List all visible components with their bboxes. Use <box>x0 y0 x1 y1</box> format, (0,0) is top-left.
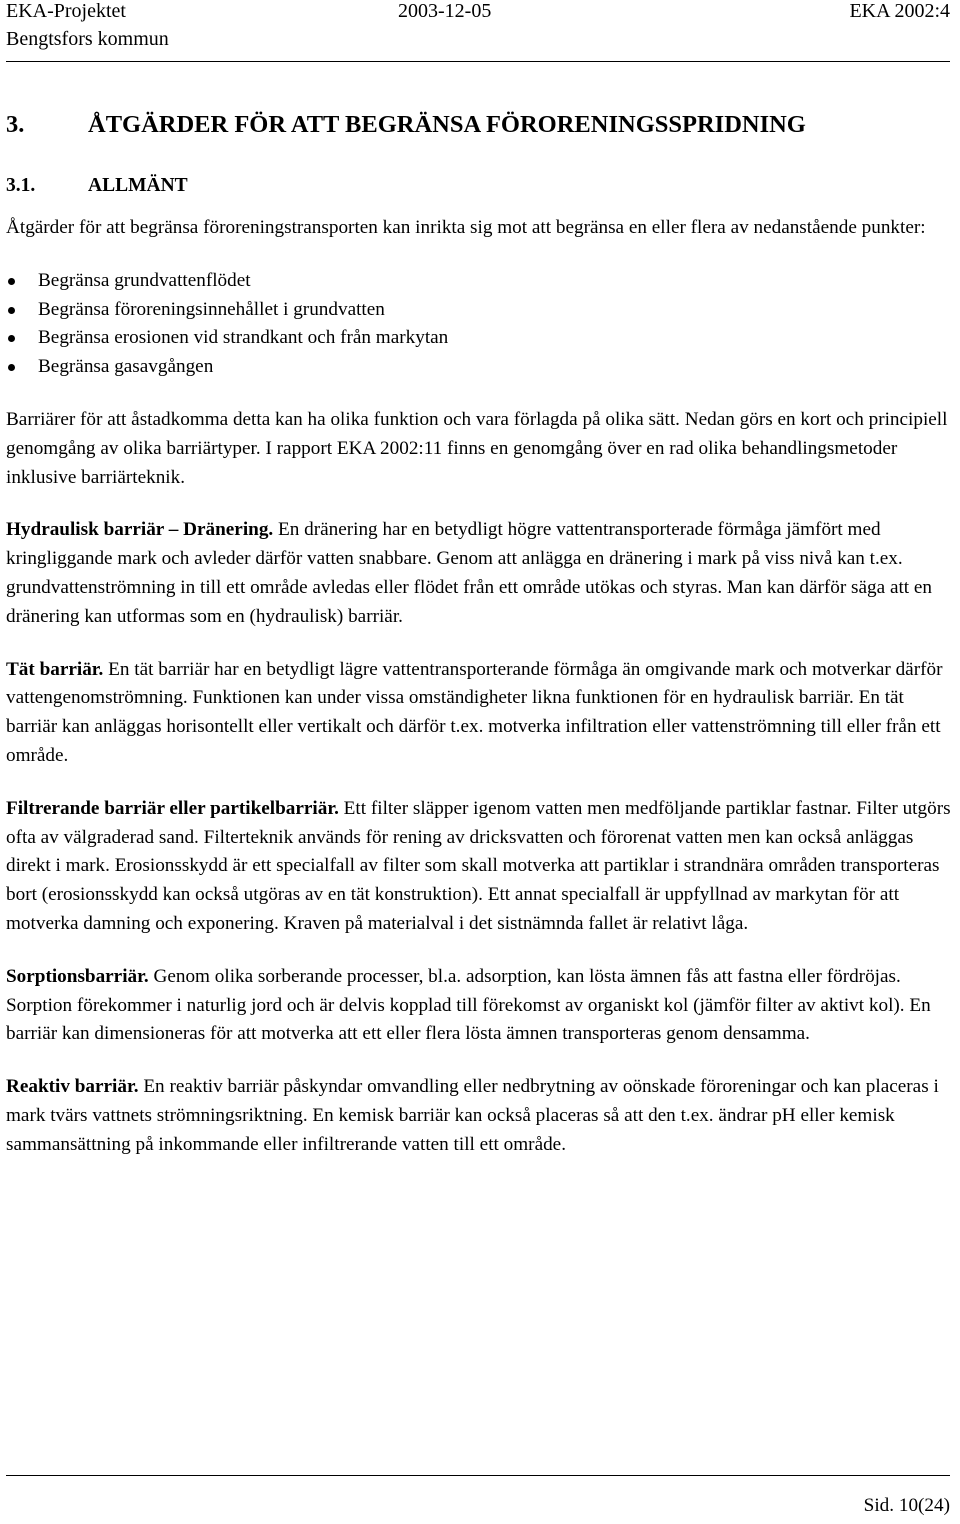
text-reactive-barrier: En reaktiv barriär påskyndar omvandling eller nedbrytning av oönskade föroreningar och kan placeras i mark tvärs vattnets strömningsriktning. En kemisk barriär kan också placeras så att den t.ex. ändrar pH eller kemisk sammansättning på inkommande eller infiltrerande vatten till ett område. <box>6 1076 939 1155</box>
bullet-icon <box>8 307 15 314</box>
bullet-item <box>6 296 956 325</box>
term-tight-barrier: Tät barriär. <box>6 658 104 680</box>
subsection-number: 3.1. <box>6 175 36 196</box>
text-tight-barrier: En tät barriär har en betydligt lägre vattentransporterande förmåga än omgivande mark och motverkar därför vattengenomströmning. Funktionen kan under vissa omständigheter likna funktionen för en hydraulisk barriär. En tät barriär kan anläggas horisontellt eller vertikalt och därför t.ex. motverka infiltration eller vattenströmning till eller från ett område. <box>6 658 943 766</box>
section-title: ÅTGÄRDER FÖR ATT BEGRÄNSA FÖRORENINGSSPRIDNING <box>88 111 806 138</box>
bullet-text: Begränsa erosionen vid strandkant och från markytan <box>38 327 449 349</box>
term-hydraulic-barrier: Hydraulisk barriär – Dränering. <box>6 519 274 541</box>
header-municipality: Bengtsfors kommun <box>6 28 169 50</box>
text-hydraulic-barrier: En dränering har en betydligt högre vattentransporterade förmåga jämfört med kringliggande mark och avleder därför vatten snabbare. Genom att anlägga en dränering i mark på viss nivå kan t.ex. grundvattenströmning in till ett område avledas eller flödet från ett område utökas och styras. Man kan därför säga att en dränering kan utformas som en (hydraulisk) barriär. <box>6 519 933 627</box>
subsection-heading <box>6 172 956 200</box>
bullet-text: Begränsa gasavgången <box>38 356 214 378</box>
header-doc-id: EKA 2002:4 <box>849 0 950 22</box>
section-heading <box>6 108 956 142</box>
bullet-text: Begränsa föroreningsinnehållet i grundvatten <box>38 298 385 320</box>
term-sorption-barrier: Sorptionsbarriär. <box>6 965 149 987</box>
header-date: 2003-12-05 <box>398 0 492 22</box>
intro-paragraph: Åtgärder för att begränsa föroreningstransporten kan inrikta sig mot att begränsa en eller flera av nedanstående punkter: <box>6 217 926 238</box>
header-rule <box>6 61 950 62</box>
term-filter-barrier: Filtrerande barriär eller partikelbarriär. <box>6 797 339 819</box>
paragraph-filter-barrier <box>6 795 956 939</box>
text-sorption-barrier: Genom olika sorberande processer, bl.a. adsorption, kan lösta ämnen fås att fastna eller fördröjas. Sorption förekommer i naturlig jord och är delvis kopplad till förekomst av organiskt kol (jämför filter av aktivt kol). En barriär kan dimensioneras för att motverka att ett eller flera lösta ämnen transporteras genom densamma. <box>6 965 931 1045</box>
bullet-item <box>6 324 956 353</box>
bullet-icon <box>8 364 15 371</box>
paragraph-tight-barrier <box>6 656 956 771</box>
footer-rule <box>6 1475 950 1476</box>
page-number: Sid. 10(24) <box>863 1495 950 1516</box>
bullet-icon <box>8 335 15 342</box>
paragraph-hydraulic-barrier <box>6 516 956 631</box>
bullet-icon <box>8 278 15 285</box>
bullet-text: Begränsa grundvattenflödet <box>38 269 251 291</box>
paragraph-reactive-barrier <box>6 1073 956 1159</box>
text-filter-barrier: Ett filter släpper igenom vatten men medföljande partiklar fastnar. Filter utgörs ofta av välgraderad sand. Filterteknik används för rening av dricksvatten och förorenat vatten men kan också anläggas direkt i mark. Erosionsskydd är ett specialfall av filter som skall motverka att partiklar i strandnära områden transporteras bort (erosionsskydd kan också utgöras av en tät konstruktion). Ett annat specialfall är uppfyllnad av markytan för att motverka damning och exponering. Kraven på materialval i det sistnämnda fallet är relativt låga. <box>6 797 951 934</box>
term-reactive-barrier: Reaktiv barriär. <box>6 1076 139 1098</box>
barriers-intro-paragraph: Barriärer för att åstadkomma detta kan ha olika funktion och vara förlagda på olika sätt. Nedan görs en kort och principiell genomgång av olika barriärtyper. I rapport EKA 2002:11 finns en genomgång över en rad olika behandlingsmetoder inklusive barriärteknik. <box>6 408 948 488</box>
bullet-item <box>6 267 956 296</box>
page-content <box>6 108 956 1184</box>
subsection-title: ALLMÄNT <box>88 175 188 196</box>
header-project: EKA-Projektet <box>6 0 126 22</box>
bullet-item <box>6 353 956 382</box>
page-header <box>6 0 950 62</box>
bullet-list <box>6 267 956 382</box>
paragraph-sorption-barrier <box>6 963 956 1049</box>
section-number: 3. <box>6 111 25 138</box>
